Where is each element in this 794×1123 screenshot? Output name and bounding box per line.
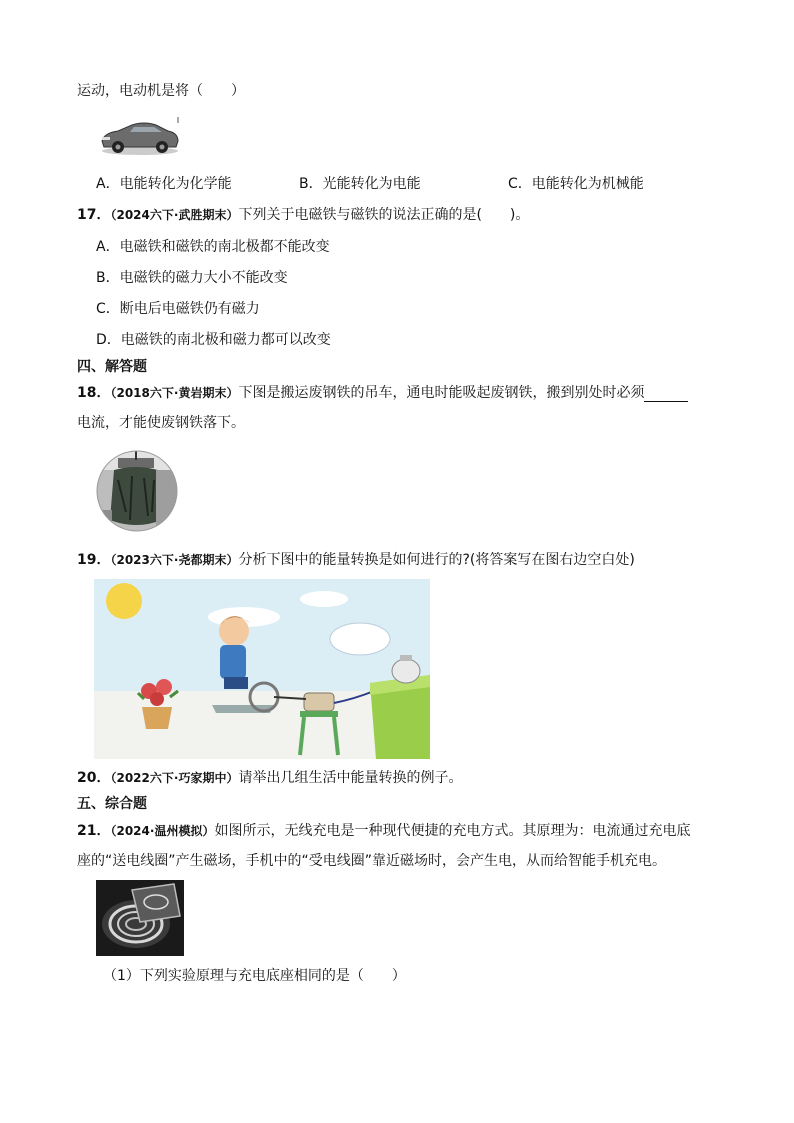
energy-conversion-image [94,579,430,759]
intro-line: 运动，电动机是将（ ） [77,83,245,99]
q17-stem: 17．（2024六下·武胜期末）下列关于电磁铁与磁铁的说法正确的是( )。 [77,207,530,223]
q18-stem-cont: 电流，才能使废钢铁落下。 [77,415,245,431]
q21-stem: 21．（2024·温州模拟）如图所示，无线充电是一种现代便捷的充电方式。其原理为：电流通过充电底 [77,823,691,839]
q19-stem: 19．（2023六下·尧都期末）分析下图中的能量转换是如何进行的?(将答案写在图右边空白处) [77,552,635,568]
q17-option-d: D．电磁铁的南北极和磁力都可以改变 [96,332,331,348]
q16-option-c: C．电能转化为机械能 [508,176,644,192]
wireless-charger-image [96,880,184,956]
q21-sub1: （1）下列实验原理与充电底座相同的是（ ） [103,968,406,984]
q18-stem: 18．（2018六下·黄岩期末）下图是搬运废钢铁的吊车，通电时能吸起废钢铁，搬到别处时必须 [77,384,688,402]
q16-option-b: B．光能转化为电能 [299,176,421,192]
toy-car-image [98,115,182,157]
q16-option-a: A．电能转化为化学能 [96,176,232,192]
q21-stem-cont: 座的“送电线圈”产生磁场，手机中的“受电线圈”靠近磁场时，会产生电，从而给智能手机充电。 [77,853,667,869]
section-heading-4: 四、解答题 [77,359,147,375]
q17-option-a: A．电磁铁和磁铁的南北极都不能改变 [96,239,330,255]
q17-option-c: C．断电后电磁铁仍有磁力 [96,301,260,317]
answer-blank[interactable] [644,387,688,402]
q20-stem: 20．（2022六下·巧家期中）请举出几组生活中能量转换的例子。 [77,770,463,786]
section-heading-5: 五、综合题 [77,796,147,812]
q17-option-b: B．电磁铁的磁力大小不能改变 [96,270,288,286]
crane-magnet-image [96,450,178,532]
